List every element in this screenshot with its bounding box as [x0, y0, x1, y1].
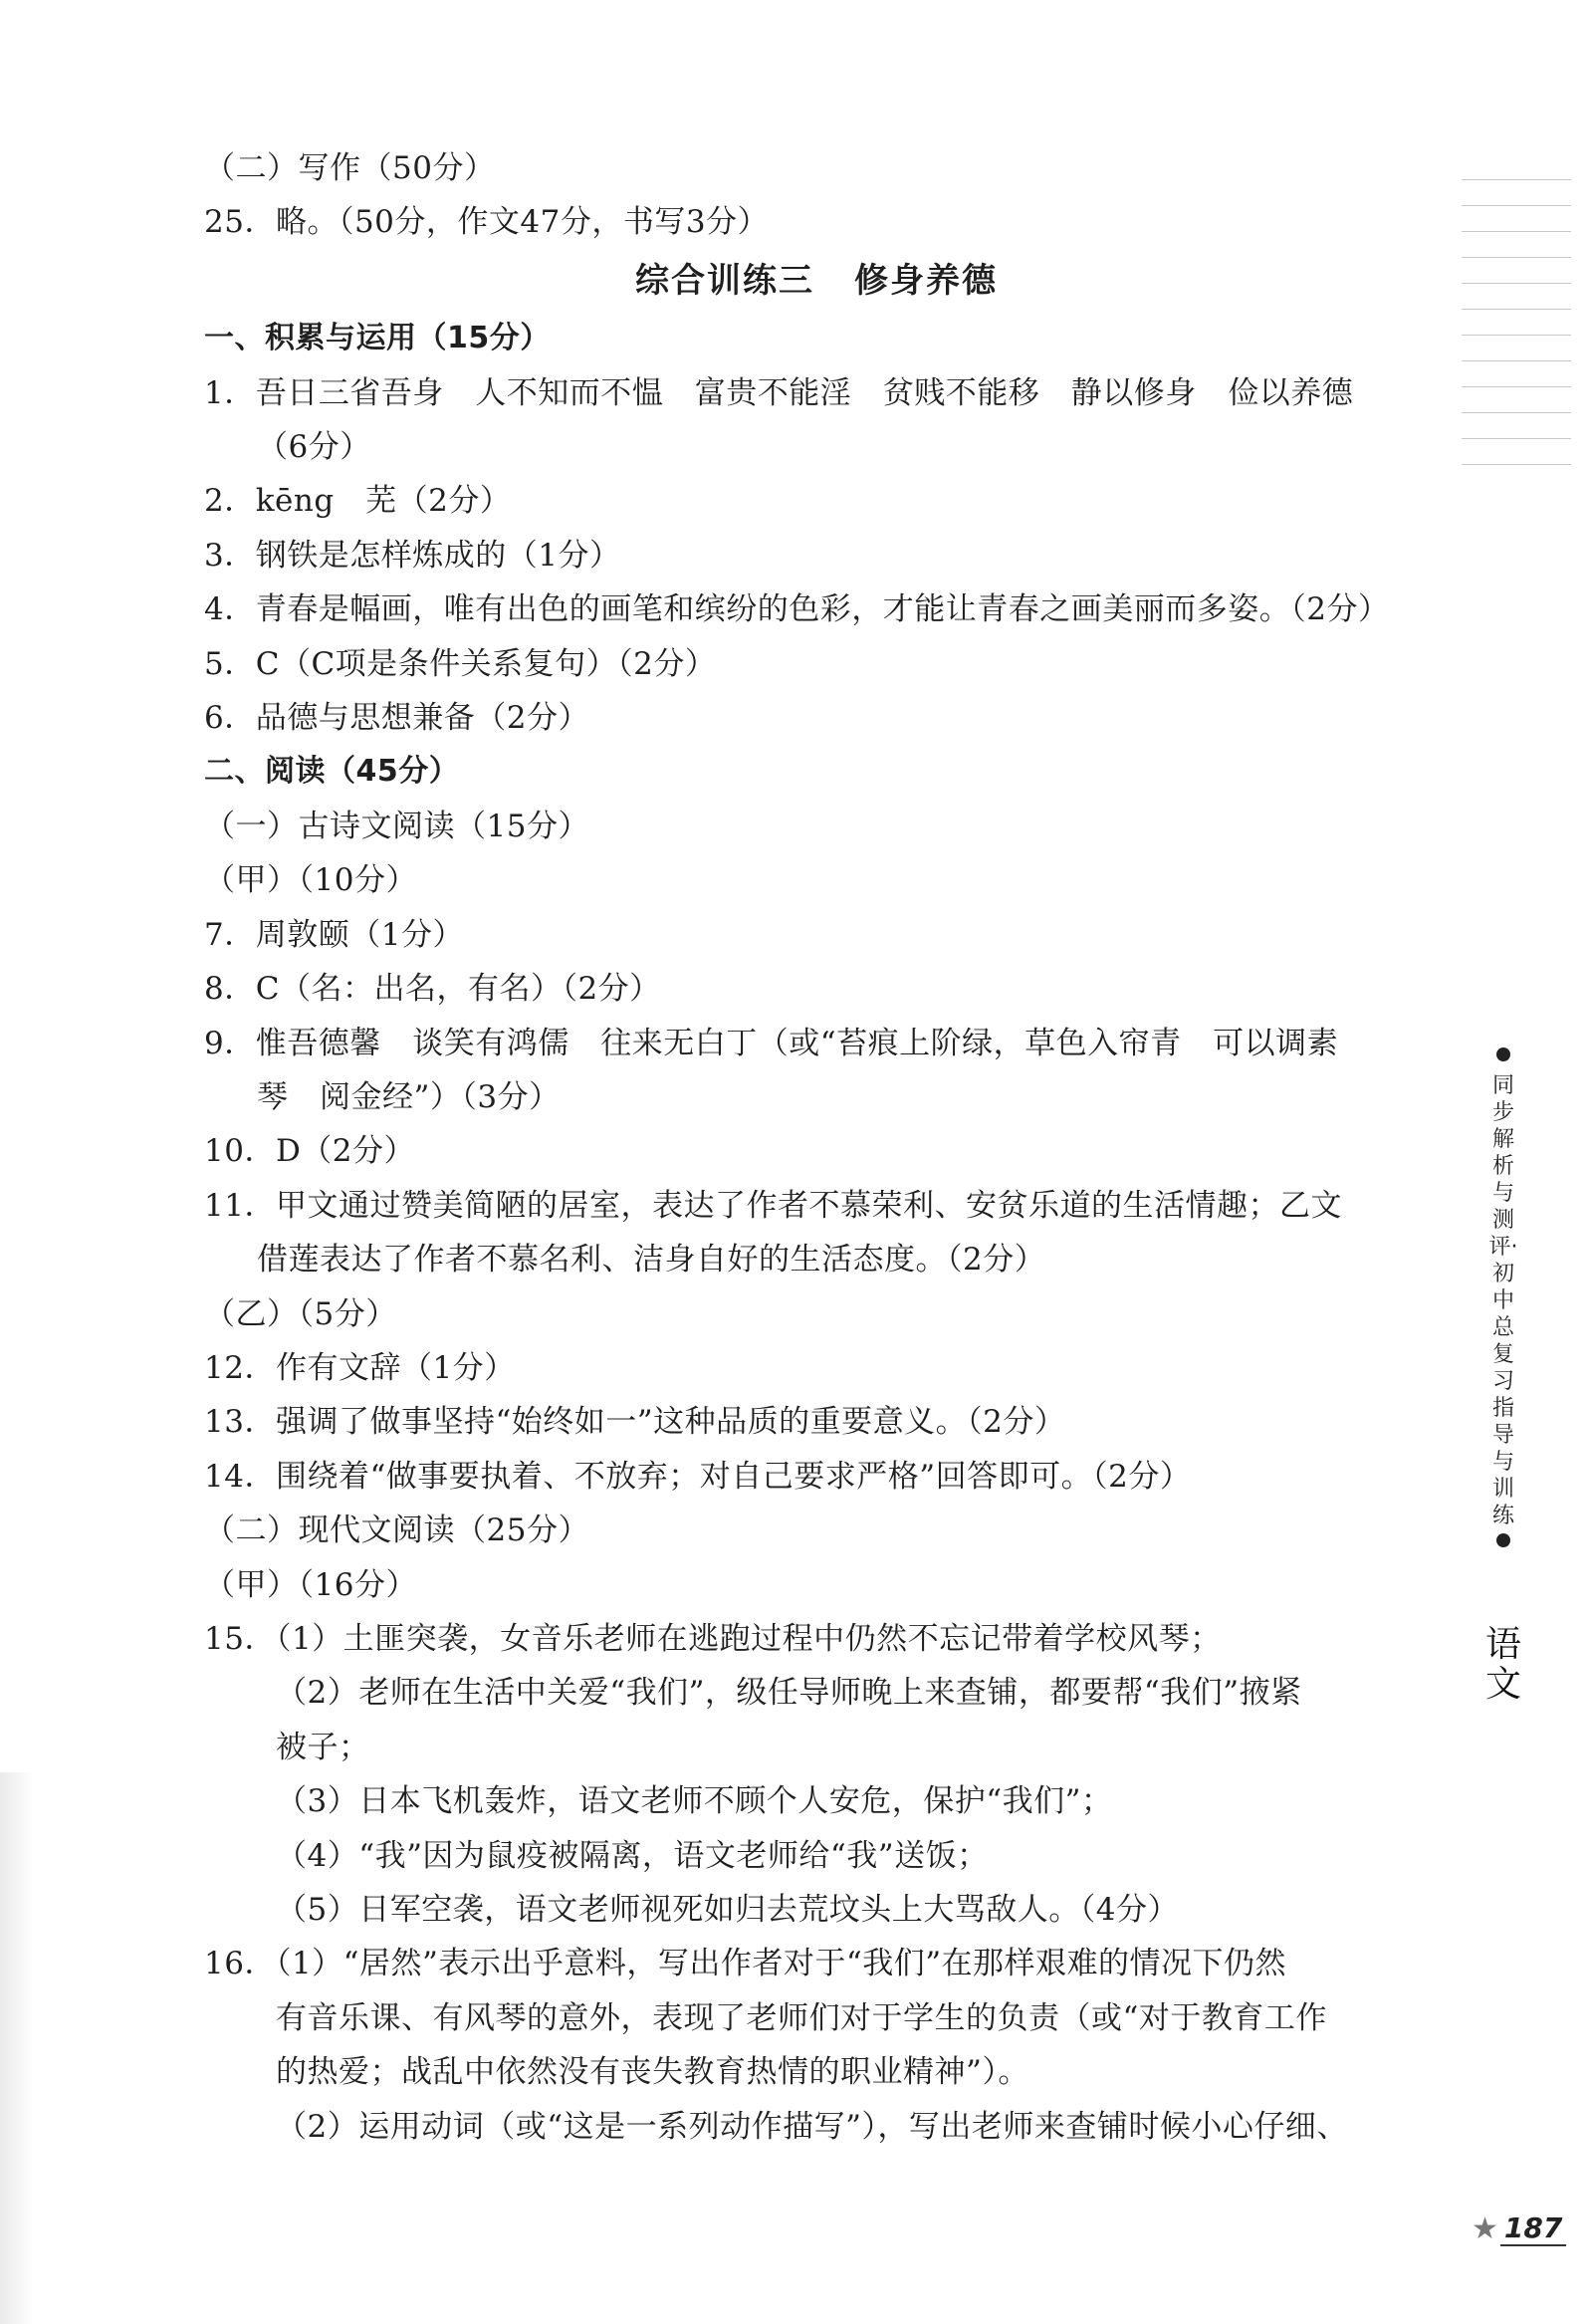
answer-line: 25．略。（50分，作文47分，书写3分）: [204, 204, 770, 241]
answer-line: （甲）（10分）: [204, 862, 417, 899]
answer-line: （二）写作（50分）: [204, 150, 496, 186]
answer-line: （2）老师在生活中关爱“我们”，级任导师晚上来查铺，都要帮“我们”掖紧: [276, 1675, 1302, 1712]
answer-line: （4）“我”因为鼠疫被隔离，语文老师给“我”送饭；: [276, 1837, 989, 1874]
answer-line: 1．吾日三省吾身 人不知而不愠 富贵不能淫 贫贱不能移 静以修身 俭以养德: [204, 374, 1354, 411]
answer-line: 的热爱；战乱中依然没有丧失教育热情的职业精神”）。: [276, 2054, 1029, 2091]
answer-line: 14．围绕着“做事要执着、不放弃；对自己要求严格”回答即可。（2分）: [204, 1458, 1192, 1495]
star-icon: ★: [1472, 2210, 1498, 2246]
answer-line: 13．强调了做事坚持“始终如一”这种品质的重要意义。（2分）: [204, 1404, 1066, 1441]
section-heading: 一、积累与运用（15分）: [204, 321, 551, 356]
answer-line: 2．kēng 芜（2分）: [204, 483, 512, 520]
answer-line: 被子；: [276, 1729, 370, 1765]
answer-line: 6．品德与思想兼备（2分）: [204, 700, 589, 737]
answer-line: （6分）: [257, 429, 371, 466]
page-edge-shadow: [0, 1772, 34, 2324]
answer-line: （甲）（16分）: [204, 1566, 417, 1603]
answer-line: 15．（1）土匪突袭，女音乐老师在逃跑过程中仍然不忘记带着学校风琴；: [204, 1620, 1222, 1657]
answer-line: 12．作有文辞（1分）: [204, 1349, 516, 1386]
margin-rule-lines: [1462, 179, 1571, 490]
answer-line: 有音乐课、有风琴的意外，表现了老师们对于学生的负责（或“对于教育工作: [276, 1999, 1327, 2036]
section-title: [204, 254, 1429, 308]
answer-line: （2）运用动词（或“这是一系列动作描写”），写出老师来查铺时候小心仔细、: [276, 2108, 1348, 2145]
answer-line: 4．青春是幅画，唯有出色的画笔和缤纷的色彩，才能让青春之画美丽而多姿。（2分）: [204, 591, 1390, 628]
subject-label: 语文: [1484, 1624, 1521, 1705]
answer-line: （3）日本飞机轰炸，语文老师不顾个人安危，保护“我们”；: [276, 1783, 1113, 1820]
answer-line: （一）古诗文阅读（15分）: [204, 808, 589, 844]
answer-line: （5）日军空袭，语文老师视死如归去荒坟头上大骂敌人。（4分）: [276, 1892, 1179, 1928]
answer-content: [204, 141, 1429, 2154]
page-number: [1472, 2210, 1566, 2246]
answer-line: 16．（1）“居然”表示出乎意料，写出作者对于“我们”在那样艰难的情况下仍然: [204, 1946, 1287, 1982]
answer-line: （二）现代文阅读（25分）: [204, 1512, 589, 1549]
section-heading: 二、阅读（45分）: [204, 754, 460, 790]
series-title-text: 同步解析与测评·初中总复习指导与训练: [1488, 1073, 1518, 1528]
top-lines: [204, 141, 1429, 250]
section-title-left: 综合训练三: [635, 260, 814, 301]
answer-line: 借莲表达了作者不慕名利、洁身自好的生活态度。（2分）: [257, 1242, 1046, 1278]
answer-line: 5．C（C项是条件关系复句）（2分）: [204, 645, 717, 682]
bullet-dot-icon: [1496, 1047, 1510, 1061]
answer-line: （乙）（5分）: [204, 1295, 397, 1332]
bullet-dot-icon: [1496, 1533, 1510, 1547]
main-lines: [204, 312, 1429, 2154]
series-title: [1486, 1044, 1520, 1558]
answer-line: 琴 阅金经”）（3分）: [257, 1078, 561, 1115]
answer-line: 7．周敦颐（1分）: [204, 916, 464, 953]
answer-line: 9．惟吾德馨 谈笑有鸿儒 往来无白丁（或“苔痕上阶绿，草色入帘青 可以调素: [204, 1025, 1339, 1061]
page-number-text: 187: [1500, 2211, 1566, 2246]
answer-line: 8．C（名：出名，有名）（2分）: [204, 971, 661, 1008]
answer-line: 3．钢铁是怎样炼成的（1分）: [204, 537, 621, 574]
answer-line: 10．D（2分）: [204, 1133, 416, 1170]
section-title-right: 修身养德: [854, 260, 998, 301]
answer-line: 11．甲文通过赞美简陋的居室，表达了作者不慕荣利、安贫乐道的生活情趣；乙文: [204, 1187, 1342, 1224]
